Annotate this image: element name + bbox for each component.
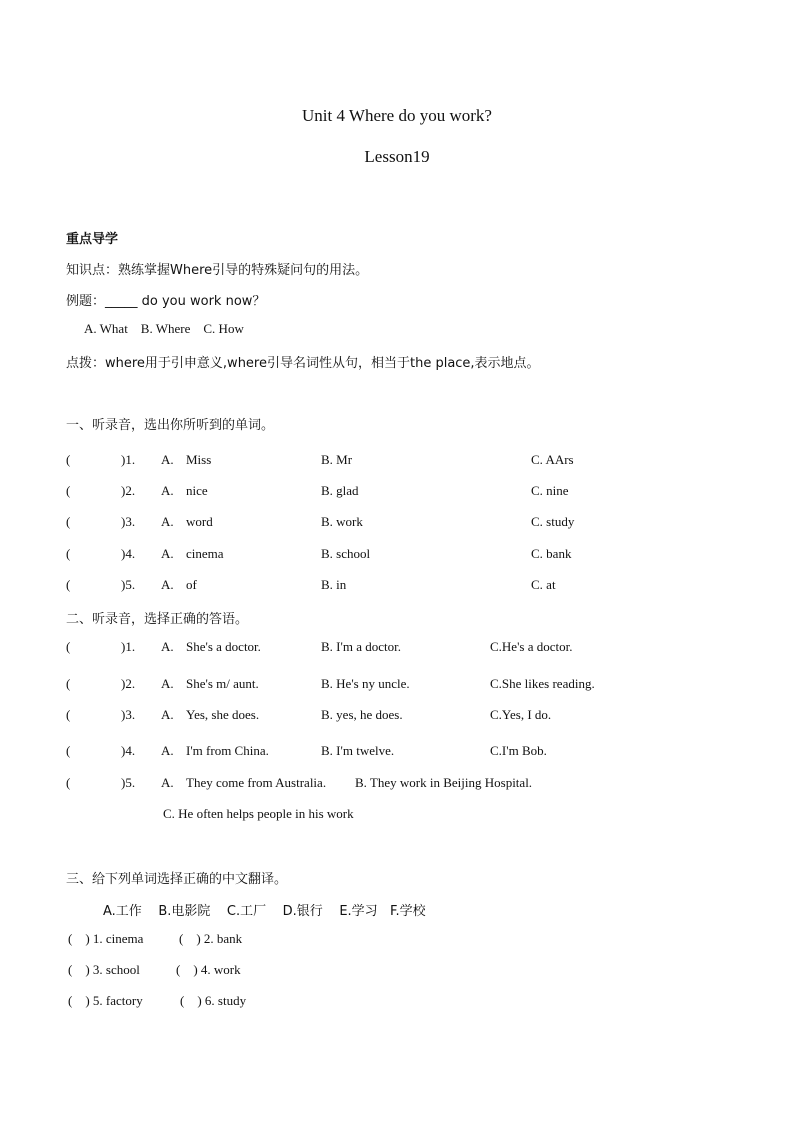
- option-b: B. glad: [321, 483, 359, 498]
- option-b: B. He's ny uncle.: [321, 676, 410, 691]
- option-a-letter: A.: [161, 546, 174, 561]
- option-c: C.I'm Bob.: [490, 743, 547, 758]
- option-a: word: [186, 514, 213, 529]
- worksheet-title: Unit 4 Where do you work?: [302, 106, 492, 125]
- option-c: C. nine: [531, 483, 569, 498]
- option-c: C.He's a doctor.: [490, 639, 573, 654]
- item-number: )2.: [121, 483, 136, 498]
- option-a-letter: A.: [161, 452, 174, 467]
- section1-item: [0, 483, 794, 501]
- item-number: )5.: [121, 775, 136, 790]
- translation-item[interactable]: ( ) 1. cinema: [68, 931, 144, 946]
- guide-heading: 重点导学: [66, 232, 119, 247]
- option-a-letter: A.: [161, 577, 174, 592]
- option-b: B. They work in Beijing Hospital.: [355, 775, 533, 790]
- option-a: of: [186, 577, 197, 592]
- answer-paren[interactable]: (: [66, 452, 71, 467]
- translation-item[interactable]: ( ) 3. school: [68, 962, 140, 977]
- answer-paren[interactable]: (: [66, 676, 71, 691]
- answer-paren[interactable]: (: [66, 707, 71, 722]
- option-b: B. school: [321, 546, 371, 561]
- answer-paren[interactable]: (: [66, 514, 71, 529]
- option-a: Yes, she does.: [186, 707, 260, 722]
- item-number: )3.: [121, 707, 136, 722]
- example-options: A. What B. Where C. How: [84, 321, 244, 336]
- option-a-letter: A.: [161, 707, 174, 722]
- option-c: C.She likes reading.: [490, 676, 595, 691]
- knowledge-point: 知识点：熟练掌握Where引导的特殊疑问句的用法。: [66, 263, 369, 278]
- option-a-letter: A.: [161, 775, 174, 790]
- option-b: B. in: [321, 577, 347, 592]
- section1-item: [0, 514, 794, 532]
- answer-paren[interactable]: (: [66, 577, 71, 592]
- option-a: cinema: [186, 546, 224, 561]
- option-c: C.Yes, I do.: [490, 707, 552, 722]
- option-a: Miss: [186, 452, 212, 467]
- section2-item: [0, 775, 794, 793]
- option-a-letter: A.: [161, 483, 174, 498]
- option-c: C. He often helps people in his work: [163, 806, 354, 821]
- item-number: )1.: [121, 452, 136, 467]
- option-c: C. bank: [531, 546, 572, 561]
- item-number: )4.: [121, 546, 136, 561]
- item-number: )3.: [121, 514, 136, 529]
- option-a-letter: A.: [161, 514, 174, 529]
- answer-paren[interactable]: (: [66, 546, 71, 561]
- section2-item: [0, 707, 794, 725]
- option-c: C. study: [531, 514, 575, 529]
- option-b: B. yes, he does.: [321, 707, 403, 722]
- option-b: B. work: [321, 514, 363, 529]
- option-b: B. I'm a doctor.: [321, 639, 401, 654]
- option-a-letter: A.: [161, 743, 174, 758]
- answer-paren[interactable]: (: [66, 639, 71, 654]
- answer-paren[interactable]: (: [66, 483, 71, 498]
- option-c: C. AArs: [531, 452, 574, 467]
- translation-item[interactable]: ( ) 2. bank: [179, 931, 243, 946]
- section1-item: [0, 546, 794, 564]
- section2-heading: 二、听录音，选择正确的答语。: [66, 612, 249, 627]
- example-question: 例题：_____ do you work now？: [66, 294, 266, 309]
- answer-paren[interactable]: (: [66, 775, 71, 790]
- translation-item[interactable]: ( ) 4. work: [176, 962, 241, 977]
- section2-item: [0, 743, 794, 761]
- option-a: She's a doctor.: [186, 639, 261, 654]
- translation-item[interactable]: ( ) 6. study: [180, 993, 247, 1008]
- option-a-letter: A.: [161, 639, 174, 654]
- option-a: They come from Australia.: [186, 775, 327, 790]
- item-number: )5.: [121, 577, 136, 592]
- option-b: B. I'm twelve.: [321, 743, 395, 758]
- option-a: nice: [186, 483, 208, 498]
- section2-item: [0, 676, 794, 694]
- option-a: I'm from China.: [186, 743, 269, 758]
- section1-item: [0, 452, 794, 470]
- translation-options: A.工作 B.电影院 C.工厂 D.银行 E.学习 F.学校: [103, 904, 426, 919]
- lesson-title: Lesson19: [364, 147, 430, 166]
- answer-paren[interactable]: (: [66, 743, 71, 758]
- option-c: C. at: [531, 577, 556, 592]
- item-number: )1.: [121, 639, 136, 654]
- option-a: She's m/ aunt.: [186, 676, 259, 691]
- section1-heading: 一、听录音，选出你所听到的单词。: [66, 418, 275, 433]
- translation-item[interactable]: ( ) 5. factory: [68, 993, 143, 1008]
- option-a-letter: A.: [161, 676, 174, 691]
- item-number: )2.: [121, 676, 136, 691]
- guide-tip: 点拨：where用于引申意义,where引导名词性从句，相当于the place,表示地点。: [66, 356, 540, 371]
- section1-item: [0, 577, 794, 595]
- section3-heading: 三、给下列单词选择正确的中文翻译。: [66, 872, 288, 887]
- section2-item: [0, 639, 794, 657]
- item-number: )4.: [121, 743, 136, 758]
- option-b: B. Mr: [321, 452, 353, 467]
